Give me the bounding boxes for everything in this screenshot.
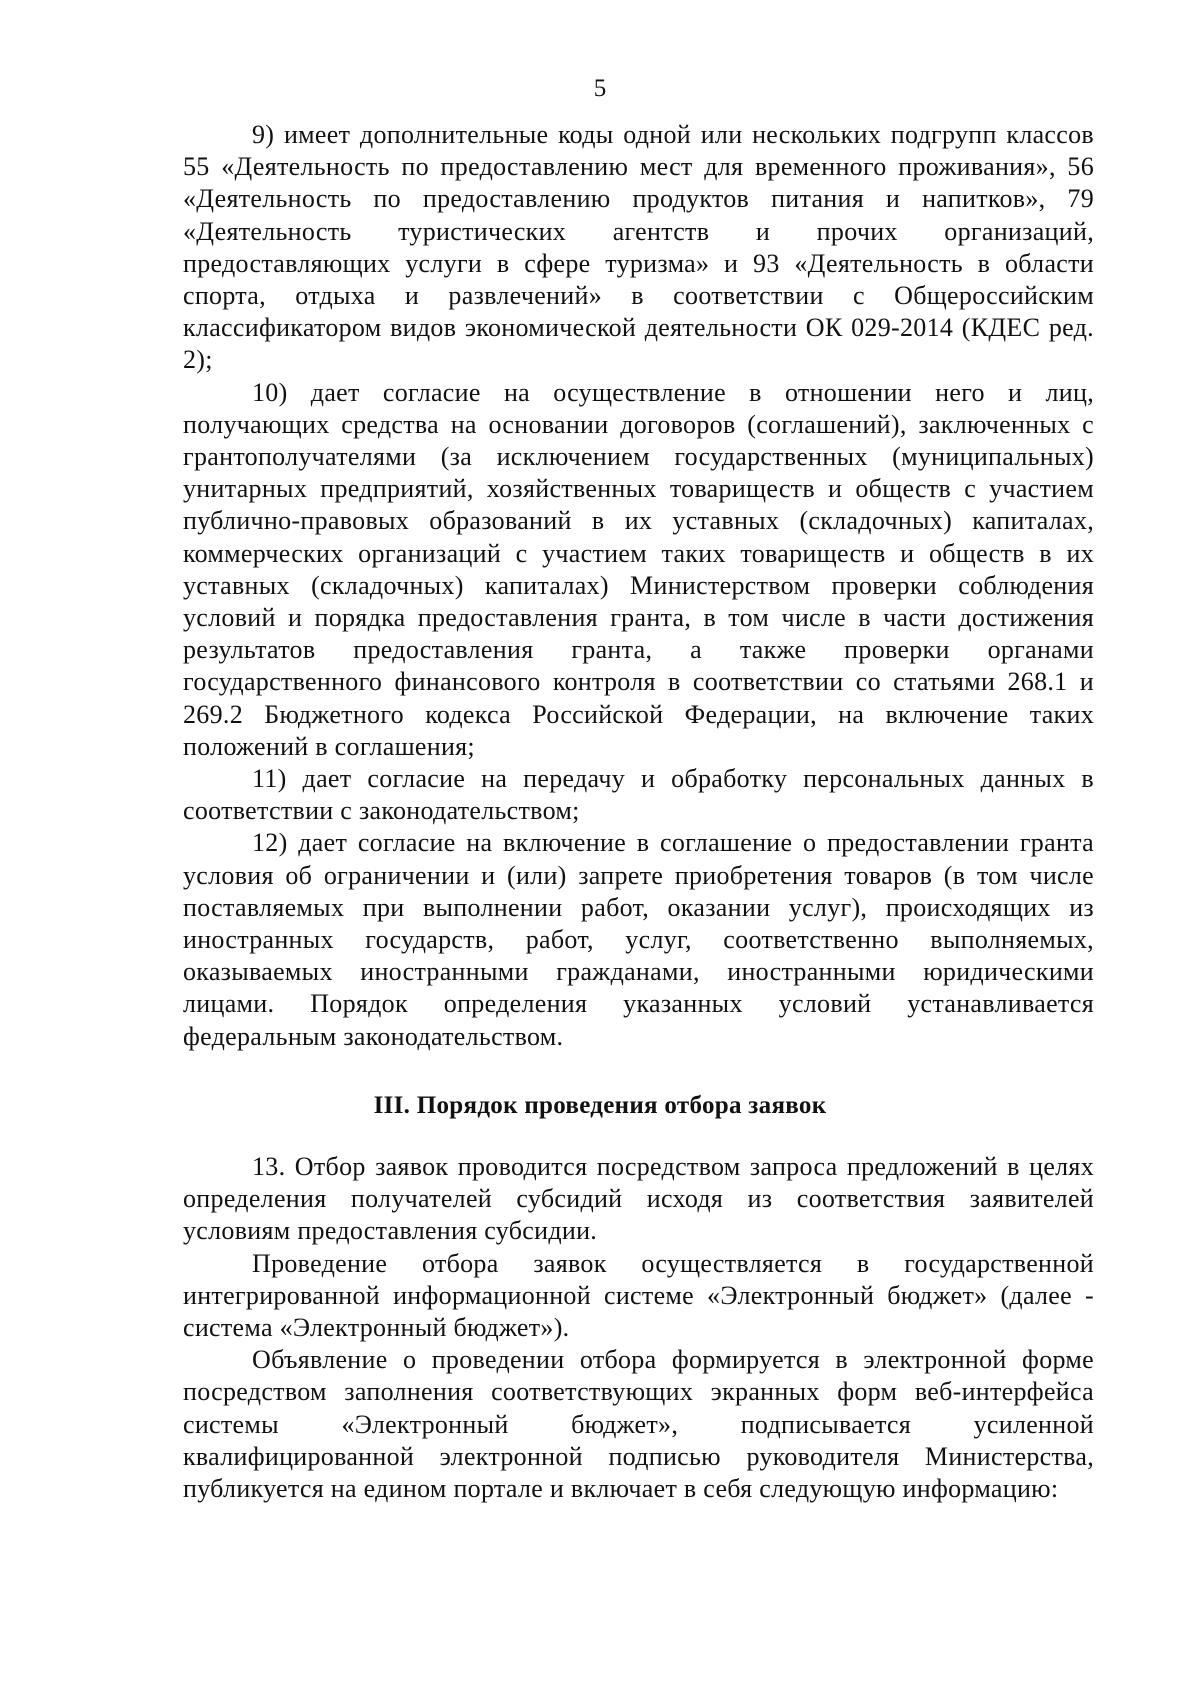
conditions-list	[183, 119, 1094, 1053]
paragraph-item-9: 9) имеет дополнительные коды одной или нескольких подгрупп классов 55 «Деятельность по предоставлению мест для временного проживания», 56 «Деятельность по предоставлению продуктов питания и напитков», 79 «Деятельность туристических агентств и прочих организаций, предоставляющих услуги в сфере туризма» и 93 «Деятельность в области спорта, отдыха и развлечений» в соответствии с Общероссийским классификатором видов экономической деятельности ОК 029-2014 (КДЕС ред. 2);	[183, 120, 1094, 375]
paragraph-item-13: 13. Отбор заявок проводится посредством запроса предложений в целях определения получателей субсидий исходя из соответствия заявителей условиям предоставления субсидии.	[183, 1152, 1094, 1246]
selection-procedure-text	[183, 1151, 1094, 1505]
paragraph-item-10: 10) дает согласие на осуществление в отношении него и лиц, получающих средства на основании договоров (соглашений), заключенных с грантополучателями (за исключением государственных (муниципальных) унитарных предприятий, хозяйственных товариществ и обществ с участием публично-правовых образований в их уставных (складочных) капиталах, коммерческих организаций с участием таких товариществ и обществ в их уставных (складочных) капиталах) Министерством проверки соблюдения условий и порядка предоставления гранта, в том числе в части достижения результатов предоставления гранта, а также проверки органами государственного финансового контроля в соответствии со статьями 268.1 и 269.2 Бюджетного кодекса Российской Федерации, на включение таких положений в соглашения;	[183, 377, 1094, 761]
paragraph-announcement: Объявление о проведении отбора формируется в электронной форме посредством заполнения соответствующих экранных форм веб-интерфейса системы «Электронный бюджет», подписывается усиленной квалифицированной электронной подписью руководителя Министерства, публикуется на едином портале и включает в себя следующую информацию:	[183, 1345, 1094, 1504]
paragraph-item-12: 12) дает согласие на включение в соглашение о предоставлении гранта условия об ограничении и (или) запрете приобретения товаров (в том числе поставляемых при выполнении работ, оказании услуг), происходящих из иностранных государств, работ, услуг, соответственно выполняемых, оказываемых иностранными гражданами, иностранными юридическими лицами. Порядок определения указанных условий устанавливается федеральным законодательством.	[183, 828, 1094, 1051]
section-heading: III. Порядок проведения отбора заявок	[373, 1092, 827, 1119]
paragraph-system: Проведение отбора заявок осуществляется в государственной интегрированной информационной системе «Электронный бюджет» (далее - система «Электронный бюджет»).	[183, 1248, 1094, 1343]
page-number: 5	[593, 75, 607, 102]
paragraph-item-11: 11) дает согласие на передачу и обработку персональных данных в соответствии с законодательством;	[183, 764, 1094, 826]
